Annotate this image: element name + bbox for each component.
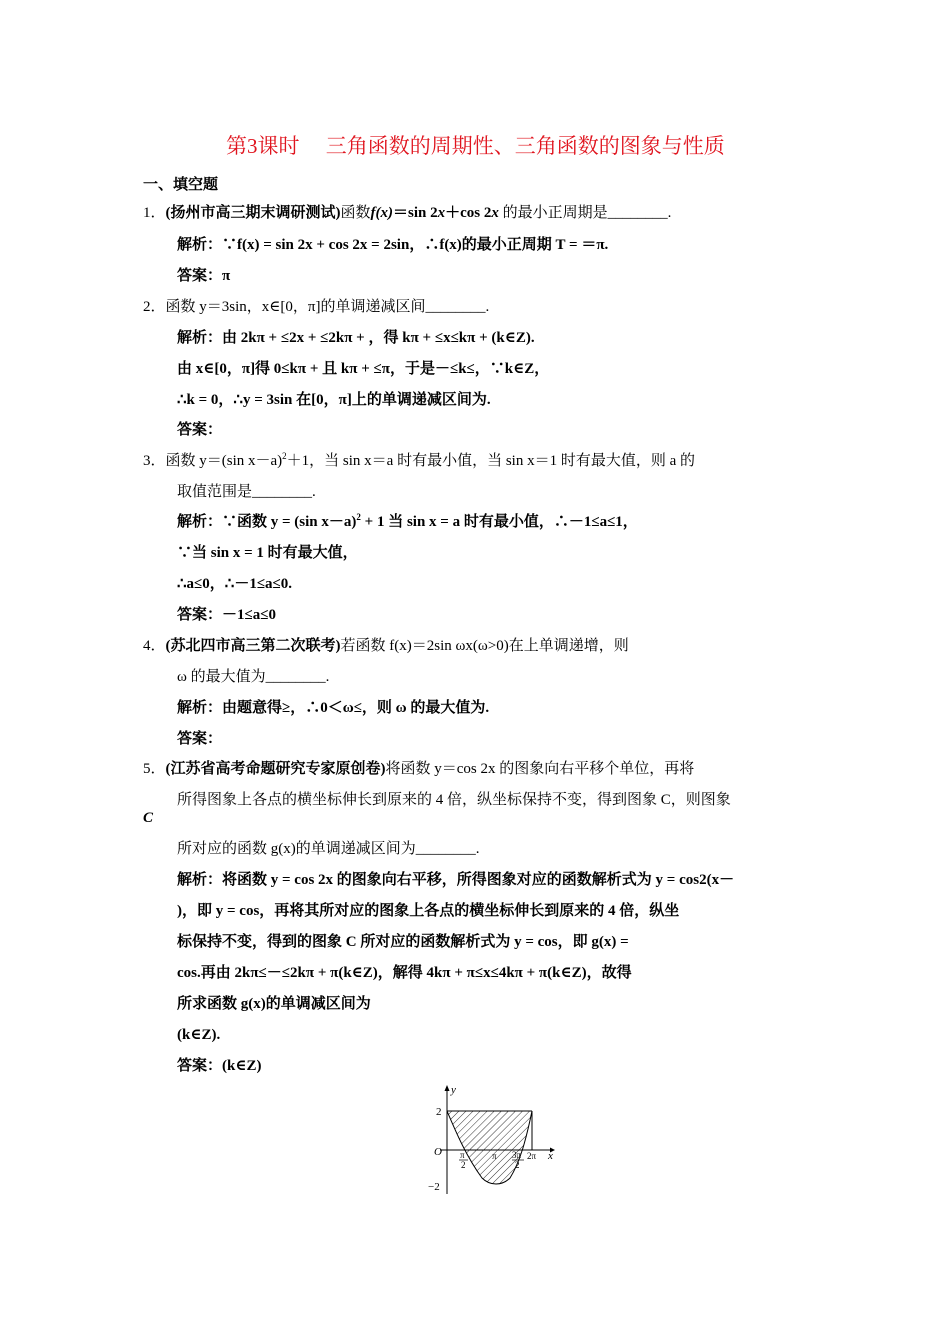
q5-stem-1: 将函数 y＝cos 2x 的图象向右平移个单位，再将 (385, 761, 695, 777)
question-1 (143, 203, 671, 223)
q4-analysis: 解析：由题意得≥，∴0＜ω≤，则 ω 的最大值为. (177, 700, 490, 716)
q1-source: (扬州市高三期末调研测试) (165, 205, 341, 221)
q5-stem-2b: C (143, 810, 154, 826)
cosine-area-graph (424, 1082, 564, 1198)
x-axis-label: x (548, 1150, 553, 1162)
origin-label: O (434, 1146, 442, 1158)
q2-analysis-1: 解析：由 2kπ + ≤2x + ≤2kπ + ，得 kπ + ≤x≤kπ + (k∈Z). (177, 330, 535, 346)
q1-analysis: 解析：∵f(x) = sin 2x + cos 2x = 2sin，∴f(x)的最小正周期 T = ＝π. (177, 237, 609, 253)
q5-number: 5． (143, 761, 166, 777)
y-axis-label: y (451, 1084, 456, 1096)
q1-answer: 答案：π (177, 268, 231, 284)
q3-stem-1a: 函数 y＝(sin x－a) (165, 453, 283, 469)
q3-analysis-3: ∴a≤0，∴－1≤a≤0. (177, 576, 293, 592)
section-heading: 一、填空题 (143, 177, 219, 193)
question-2 (143, 297, 489, 317)
y-tick-2: 2 (436, 1106, 442, 1118)
y-axis-arrow (445, 1085, 450, 1091)
q5-analysis-1: 解析：将函数 y = cos 2x 的图象向右平移，所得图象对应的函数解析式为 y = cos2(x－ (177, 872, 735, 888)
q5-analysis-6: (k∈Z). (177, 1027, 221, 1043)
q5-analysis-5: 所求函数 g(x)的单调减区间为 (177, 996, 371, 1012)
q1-stem-d: 的最小正周期是________. (498, 205, 672, 221)
q1-stem-x: x (437, 205, 446, 221)
q1-stem-b: ＝sin 2 (393, 205, 438, 221)
q5-analysis-2: )，即 y = cos，再将其所对应的图象上各点的横坐标伸长到原来的 4 倍，纵坐 (177, 903, 680, 919)
x-tick-pi: π (492, 1151, 497, 1161)
q3-analysis-2: ∵当 sin x = 1 时有最大值， (177, 545, 358, 561)
q3-stem-sup: 2 (282, 451, 287, 461)
q2-analysis-2: 由 x∈[0，π]得 0≤kπ + 且 kπ + ≤π，于是－≤k≤，∵k∈Z， (177, 361, 550, 377)
x-tick-3pi-2-num: 3π (512, 1150, 522, 1160)
y-tick-neg2: −2 (428, 1181, 440, 1193)
x-tick-2pi: 2π (527, 1151, 537, 1161)
q5-stem-3: 所对应的函数 g(x)的单调递减区间为________. (177, 841, 480, 857)
q3-stem-2: 取值范围是________. (177, 484, 316, 500)
q4-answer: 答案： (177, 731, 223, 747)
q1-number: 1． (143, 205, 166, 221)
q3-analysis-1 (177, 512, 638, 532)
shaded-region (447, 1111, 532, 1184)
q4-stem-2: ω 的最大值为________. (177, 669, 330, 685)
q4-stem-1: 若函数 f(x)＝2sin ωx(ω>0)在上单调递增，则 (340, 638, 629, 654)
q2-analysis-3: ∴k = 0，∴y = 3sin 在[0，π]上的单调递减区间为. (177, 392, 491, 408)
q3-answer: 答案：－1≤a≤0 (177, 607, 276, 623)
question-4 (143, 636, 629, 656)
x-tick-pi-2-den: 2 (461, 1160, 466, 1170)
q5-stem-2: 所得图象上各点的横坐标伸长到原来的 4 倍，纵坐标保持不变，得到图象 C，则图象 (177, 792, 731, 808)
q1-stem-fx: f(x) (370, 205, 394, 221)
q5-analysis-3: 标保持不变，得到的图象 C 所对应的函数解析式为 y = cos，即 g(x) = (177, 934, 629, 950)
q5-source: (江苏省高考命题研究专家原创卷) (165, 761, 386, 777)
q1-stem-c: ＋cos 2 (445, 205, 492, 221)
q4-source: (苏北四市高三第二次联考) (165, 638, 341, 654)
q3-analysis-1a: 解析：∵函数 y = (sin x－a) (177, 514, 357, 530)
q5-answer: 答案：(k∈Z) (177, 1058, 262, 1074)
q2-stem: 函数 y＝3sin，x∈[0，π]的单调递减区间________. (165, 299, 490, 315)
x-tick-pi-2-num: π (460, 1150, 465, 1160)
x-tick-3pi-2-den: 2 (515, 1160, 520, 1170)
q1-stem-a: 函数 (340, 205, 371, 221)
q3-analysis-1b: + 1 当 sin x = a 时有最小值，∴－1≤a≤1， (360, 514, 638, 530)
question-3 (143, 451, 695, 471)
q2-answer: 答案： (177, 422, 223, 438)
q3-analysis-sup: 2 (356, 512, 361, 522)
question-5 (143, 759, 694, 779)
q3-stem-1b: ＋1，当 sin x＝a 时有最小值，当 sin x＝1 时有最大值，则 a 的 (286, 453, 695, 469)
q2-number: 2． (143, 299, 166, 315)
q5-analysis-4: cos.再由 2kπ≤－≤2kπ + π(k∈Z)，解得 4kπ + π≤x≤4kπ + π(k∈Z)，故得 (177, 965, 632, 981)
page-title: 第3课时 三角函数的周期性、三角函数的图象与性质 (226, 134, 725, 158)
q4-number: 4． (143, 638, 166, 654)
q3-number: 3． (143, 453, 166, 469)
q1-stem-x2: x (491, 205, 499, 221)
